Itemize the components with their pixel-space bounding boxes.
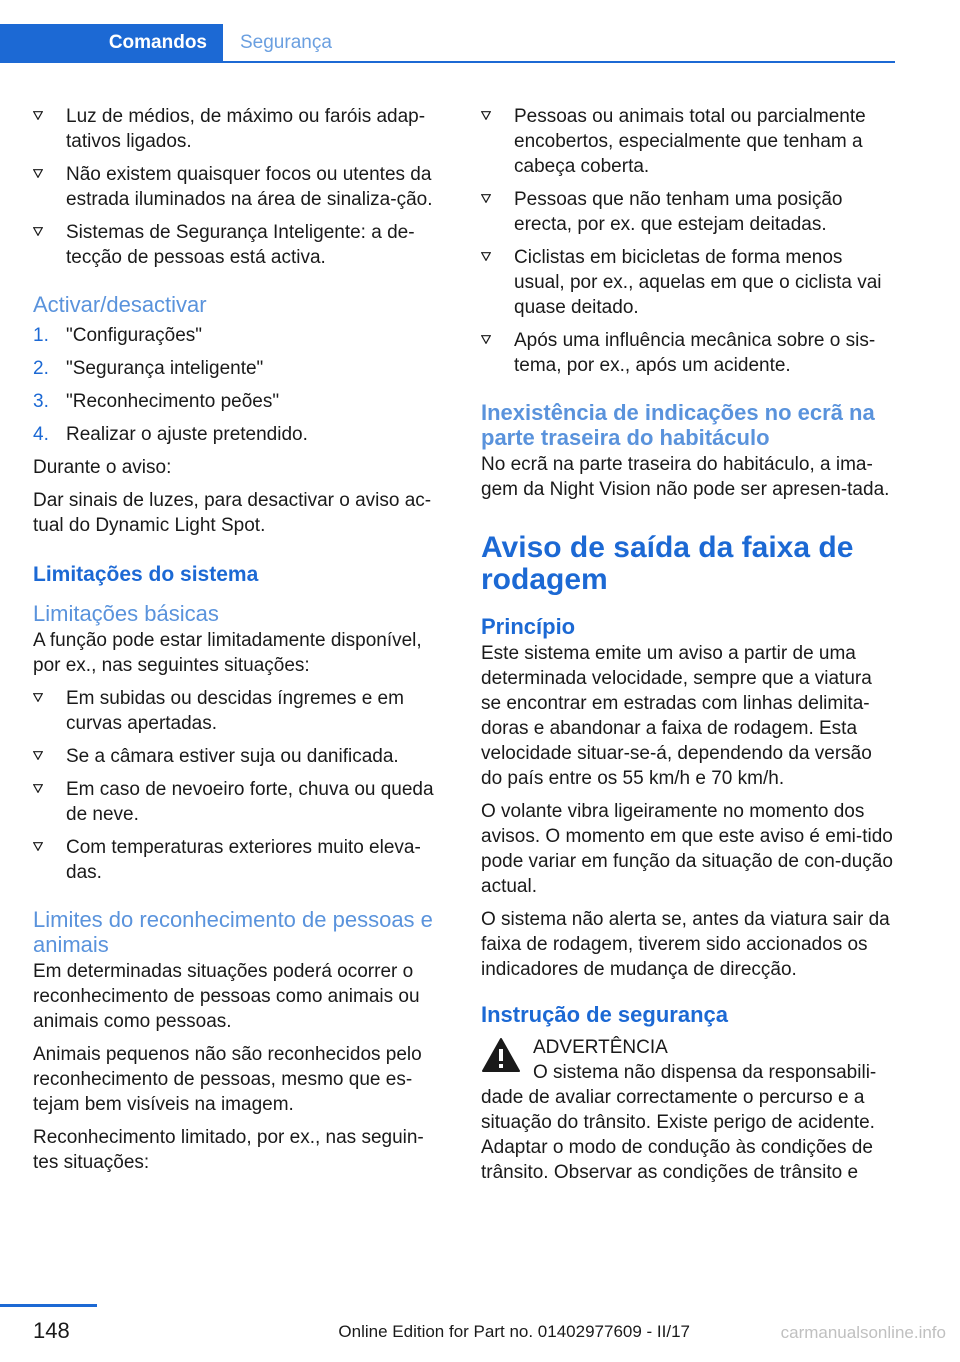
heading-basic-limits: Limitações básicas [33, 601, 219, 626]
paragraph: A função pode estar limitadamente disponível, por ex., nas seguintes situações: [33, 630, 422, 676]
list-item-text: Em caso de nevoeiro forte, chuva ou queda de neve. [66, 779, 434, 825]
step-text: "Reconhecimento peões" [66, 391, 280, 412]
warning-triangle-icon [481, 1037, 521, 1073]
heading-activate: Activar/desactivar [33, 292, 207, 317]
paragraph: Em determinadas situações poderá ocorrer o reconhecimento de pessoas como animais ou animais como pessoas. [33, 961, 420, 1032]
triangle-bullet-icon [33, 227, 43, 236]
list-item-text: Em subidas ou descidas íngremes e em curvas apertadas. [66, 688, 404, 734]
step-number: 1. [33, 325, 49, 346]
triangle-bullet-icon [33, 111, 43, 120]
paragraph: O sistema não alerta se, antes da viatura sair da faixa de rodagem, tiverem sido accionados os indicadores de mudança de direcção. [481, 909, 890, 980]
list-item [33, 835, 449, 885]
step-text: "Segurança inteligente" [66, 358, 264, 379]
tab-seguranca[interactable]: Segurança [240, 31, 332, 53]
triangle-bullet-icon [481, 252, 491, 261]
step-item [33, 356, 449, 381]
list-item [481, 245, 895, 320]
step-number: 2. [33, 358, 49, 379]
paragraph: Este sistema emite um aviso a partir de uma determinada velocidade, sempre que a viatura se encontrar em estradas com linhas delimita‐doras e abandonar a faixa de rodagem. Esta velocidade situar-se-á, dependendo da versão do país entre os 55 km/h e 70 km/h. [481, 643, 872, 789]
list-item-text: Se a câmara estiver suja ou danificada. [66, 746, 399, 767]
list-item [481, 328, 895, 378]
step-text: Realizar o ajuste pretendido. [66, 424, 308, 445]
edition-label: Online Edition for Part no. 01402977609 - II/17 [338, 1322, 690, 1341]
step-number: 4. [33, 424, 49, 445]
step-item [33, 323, 449, 348]
list-item-text: Pessoas que não tenham uma posição erecta, por ex. que estejam deitadas. [514, 189, 843, 235]
footer-divider [0, 1304, 97, 1307]
paragraph: Durante o aviso: [33, 457, 172, 478]
heading-principle: Princípio [481, 614, 576, 639]
warning-block [481, 1035, 895, 1085]
triangle-bullet-icon [481, 335, 491, 344]
paragraph: Dar sinais de luzes, para desactivar o aviso ac‐tual do Dynamic Light Spot. [33, 490, 432, 536]
warning-title: ADVERTÊNCIA [533, 1037, 668, 1058]
triangle-bullet-icon [481, 194, 491, 203]
right-column [481, 104, 895, 1193]
list-item [33, 104, 449, 154]
triangle-bullet-icon [33, 169, 43, 178]
warning-text-first-line: O sistema não dispensa da responsabili‐ [533, 1062, 877, 1083]
triangle-bullet-icon [33, 751, 43, 760]
list-item-text: Após uma influência mecânica sobre o sis‐tema, por ex., após um acidente. [514, 330, 876, 376]
step-number: 3. [33, 391, 49, 412]
page-number: 148 [33, 1318, 70, 1343]
list-item-text: Sistemas de Segurança Inteligente: a de‐tecção de pessoas está activa. [66, 222, 415, 268]
paragraph: Animais pequenos não são reconhecidos pelo reconhecimento de pessoas, mesmo que es‐tejam bem visíveis na imagem. [33, 1044, 422, 1115]
watermark: carmanualsonline.info [780, 1323, 946, 1342]
step-item [33, 389, 449, 414]
list-item [33, 686, 449, 736]
paragraph: Reconhecimento limitado, por ex., nas seguin‐tes situações: [33, 1127, 424, 1173]
list-item-text: Luz de médios, de máximo ou faróis adap‐tativos ligados. [66, 106, 426, 152]
triangle-bullet-icon [33, 784, 43, 793]
heading-limits: Limitações do sistema [33, 563, 259, 586]
triangle-bullet-icon [33, 842, 43, 851]
list-item [33, 162, 449, 212]
header-tabs [0, 24, 895, 63]
list-item-text: Ciclistas em bicicletas de forma menos usual, por ex., aquelas em que o ciclista vai quase deitado. [514, 247, 882, 318]
heading-safety: Instrução de segurança [481, 1002, 728, 1027]
list-item-text: Não existem quaisquer focos ou utentes da estrada iluminados na área de sinaliza‐ção. [66, 164, 433, 210]
left-column [33, 104, 449, 1183]
list-item-text: Com temperaturas exteriores muito eleva‐das. [66, 837, 421, 883]
tab-comandos[interactable]: Comandos [0, 24, 223, 61]
step-item [33, 422, 449, 447]
triangle-bullet-icon [481, 111, 491, 120]
heading-recognition-limits: Limites do reconhecimento de pessoas e animais [33, 907, 433, 957]
list-item [33, 777, 449, 827]
list-item [33, 744, 449, 769]
list-item [481, 187, 895, 237]
step-text: "Configurações" [66, 325, 203, 346]
list-item-text: Pessoas ou animais total ou parcialmente encobertos, especialmente que tenham a cabeça coberta. [514, 106, 866, 177]
triangle-bullet-icon [33, 693, 43, 702]
paragraph: No ecrã na parte traseira do habitáculo, a ima‐gem da Night Vision não pode ser apresen‐tada. [481, 454, 890, 500]
list-item [33, 220, 449, 270]
heading-rear-display: Inexistência de indicações no ecrã na parte traseira do habitáculo [481, 400, 875, 450]
list-item [481, 104, 895, 179]
warning-text: dade de avaliar correctamente o percurso e a situação do trânsito. Existe perigo de acidente. Adaptar o modo de condução às condições de trânsito. Observar as condições de trânsito e [481, 1087, 875, 1183]
paragraph: O volante vibra ligeiramente no momento dos avisos. O momento em que este aviso é emi‐tido pode variar em função da situação de con‐dução actual. [481, 801, 893, 897]
heading-lane-departure: Aviso de saída da faixa de rodagem [481, 531, 854, 596]
